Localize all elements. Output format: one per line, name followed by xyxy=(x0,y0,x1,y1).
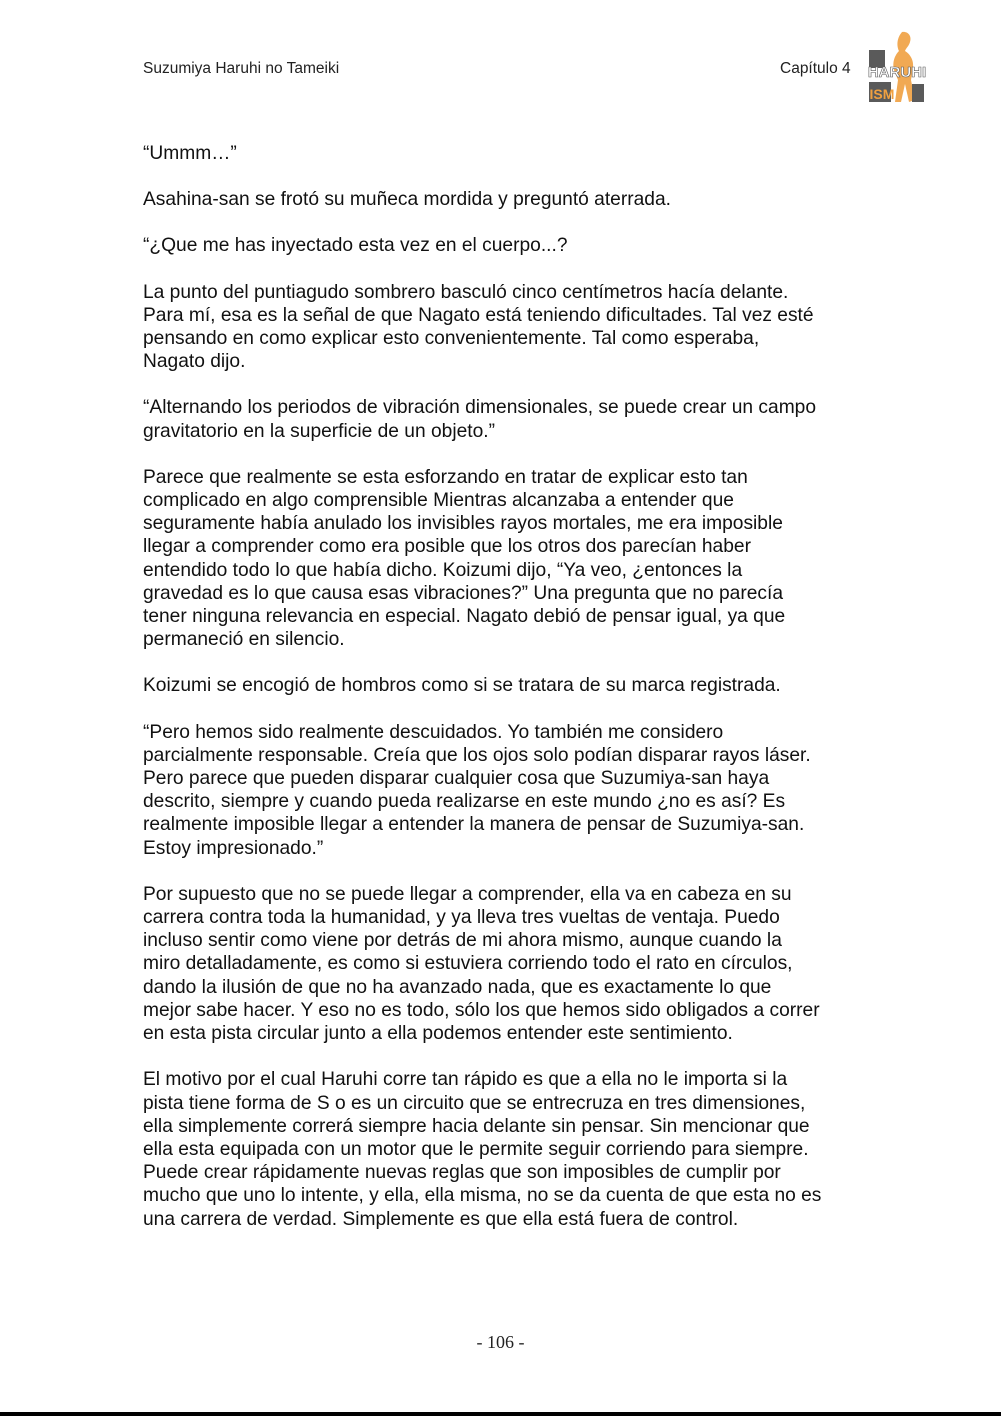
page-number: - 106 - xyxy=(476,1332,525,1352)
paragraph: “¿Que me has inyectado esta vez en el cuerpo...? xyxy=(143,235,568,257)
svg-text:HARUHI: HARUHI xyxy=(868,64,926,81)
page-body xyxy=(143,142,863,1254)
paragraph: Por supuesto que no se puede llegar a comprender, ella va en cabeza en su carrera contra toda la humanidad, y ya lleva tres vueltas de ventaja. Puedo incluso sentir como viene por detrás de mi ahora mismo, aunque cuando la miro detalladamente, es como si estuviera corriendo todo el rato en círculos, dando la ilusión de que no ha avanzado nada, que es exactamente lo que mejor sabe hacer. Y eso no es todo, sólo los que hemos sido obligados a correr en esta pista circular junto a ella podemos entender este sentimiento. xyxy=(143,883,820,1045)
haruhi-ism-logo-icon xyxy=(868,30,926,104)
paragraph: La punto del puntiagudo sombrero basculó cinco centímetros hacía delante. Para mí, esa es la señal de que Nagato está teniendo dificultades. Tal vez esté pensando en como explicar esto convenientemente. Tal como esperaba, Nagato dijo. xyxy=(143,281,814,373)
paragraph: “Alternando los periodos de vibración dimensionales, se puede crear un campo gravitatorio en la superficie de un objeto.” xyxy=(143,397,817,442)
paragraph: El motivo por el cual Haruhi corre tan rápido es que a ella no le importa si la pista tiene forma de S o es un circuito que se entrecruza en tres dimensiones, ella simplemente correrá siempre hacia delante sin pensar. Sin mencionar que ella esta equipada con un motor que le permite seguir corriendo para siempre. Puede crear rápidamente nuevas reglas que son imposibles de cumplir por mucho que uno lo intente, y ella, ella misma, no se da cuenta de que esta no es una carrera de verdad. Simplemente es que ella está fuera de control. xyxy=(143,1069,822,1230)
running-header-title: Suzumiya Haruhi no Tameiki xyxy=(143,60,340,77)
paragraph: Parece que realmente se esta esforzando en tratar de explicar esto tan complicado en algo comprensible Mientras alcanzaba a entender que seguramente había anulado los invisibles rayos mortales, me era imposible llegar a comprender como era posible que los otros dos parecían haber entendido todo lo que había dicho. Koizumi dijo, “Ya veo, ¿entonces la gravedad es lo que causa esas vibraciones?” Una pregunta que no parecía tener ninguna relevancia en especial. Nagato debió de pensar igual, ya que permaneció en silencio. xyxy=(143,466,786,651)
paragraph: “Ummm…” xyxy=(143,143,237,164)
paragraph: “Pero hemos sido realmente descuidados. Yo también me considero parcialmente responsable. Creía que los ojos solo podían disparar rayos láser. Pero parece que pueden disparar cualquier cosa que Suzumiya-san haya descrito, siempre y cuando pueda realizarse en este mundo ¿no es así? Es realmente imposible llegar a entender la manera de pensar de Suzumiya-san. Estoy impresionado.” xyxy=(143,721,811,859)
paragraph: Koizumi se encogió de hombros como si se tratara de su marca registrada. xyxy=(143,675,781,697)
svg-text:ISM: ISM xyxy=(869,86,895,102)
running-header-chapter: Capítulo 4 xyxy=(780,60,851,77)
bottom-divider xyxy=(0,1412,1001,1416)
paragraph: Asahina-san se frotó su muñeca mordida y preguntó aterrada. xyxy=(143,189,671,211)
